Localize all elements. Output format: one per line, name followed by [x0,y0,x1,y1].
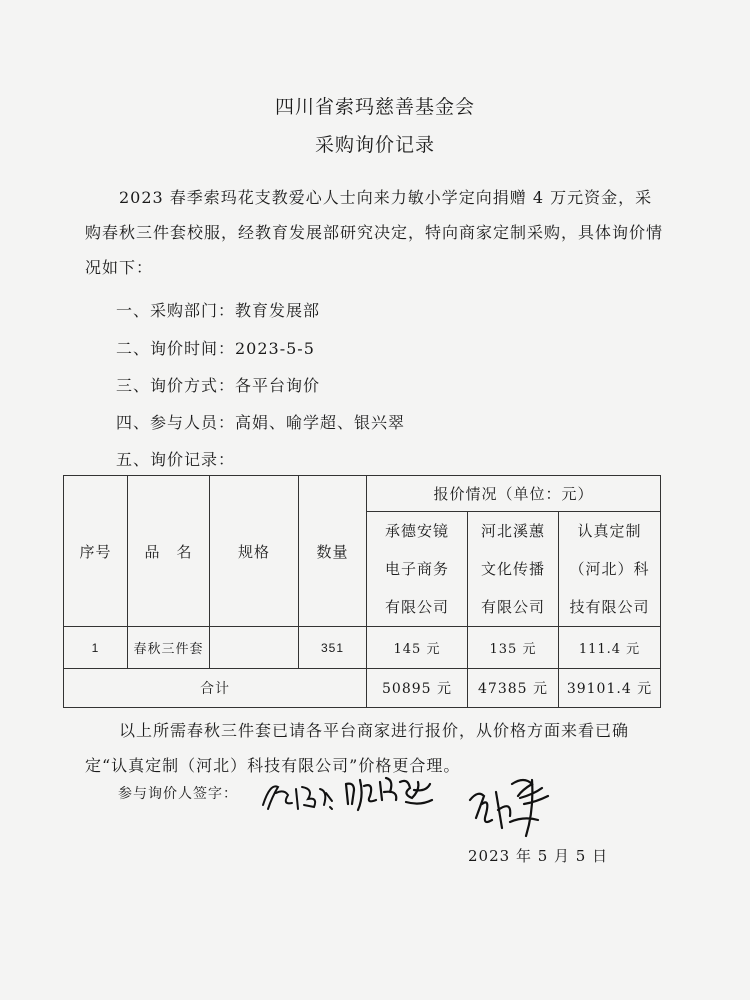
signature-label: 参与询价人签字： [118,786,238,802]
total-2: 47385 元 [468,669,559,708]
supplier-2-line: 文化传播 [480,560,545,578]
org-title: 四川省索玛慈善基金会 [274,96,475,118]
header-name: 品 名 [128,476,210,627]
row-qty: 351 [299,627,367,669]
item-department: 一、采购部门：教育发展部 [116,301,321,320]
header-price: 报价情况（单位：元） [367,476,661,512]
supplier-2 [468,512,559,627]
document-date: 2023 年 5 月 5 日 [468,847,609,865]
header-qty: 数量 [299,476,367,627]
supplier-1-line: 电子商务 [384,560,449,578]
row-no: 1 [64,627,128,669]
table-row [64,627,661,669]
supplier-3-line: （河北）科 [569,560,650,578]
conclusion-paragraph: 以上所需春秋三件套已请各平台商家进行报价，从价格方面来看已确定“认真定制（河北）科技有限公司”价格更合理。 [85,721,630,775]
signature-1 [258,775,338,815]
total-3: 39101.4 元 [559,669,661,708]
total-row [64,669,661,708]
inquiry-table [63,475,661,708]
row-price-1: 145 元 [367,627,468,669]
supplier-3-line: 认真定制 [577,522,642,540]
item-time: 二、询价时间：2023-5-5 [116,339,315,358]
supplier-1-line: 承德安镜 [384,522,449,540]
supplier-1-line: 有限公司 [384,598,449,616]
supplier-2-line: 河北溪蕙 [480,522,545,540]
supplier-3-line: 技有限公司 [569,598,650,616]
supplier-3 [559,512,661,627]
item-participants: 四、参与人员：高娟、喻学超、银兴翠 [116,413,406,432]
intro-paragraph: 2023 春季索玛花支教爱心人士向来力敏小学定向捐赠 4 万元资金，采购春秋三件套校服，经教育发展部研究决定，特向商家定制采购，具体询价情况如下： [85,188,664,277]
row-spec [210,627,299,669]
supplier-1 [367,512,468,627]
row-name: 春秋三件套 [128,627,210,669]
row-price-3: 111.4 元 [559,627,661,669]
row-price-2: 135 元 [468,627,559,669]
total-label: 合计 [64,669,367,708]
header-no: 序号 [64,476,128,627]
total-1: 50895 元 [367,669,468,708]
signature-3 [462,770,557,840]
supplier-2-line: 有限公司 [480,598,545,616]
signature-2 [340,770,440,815]
doc-title: 采购询价记录 [314,134,435,156]
item-records: 五、询价记录： [116,450,236,469]
item-method: 三、询价方式：各平台询价 [116,376,321,395]
header-spec: 规格 [210,476,299,627]
